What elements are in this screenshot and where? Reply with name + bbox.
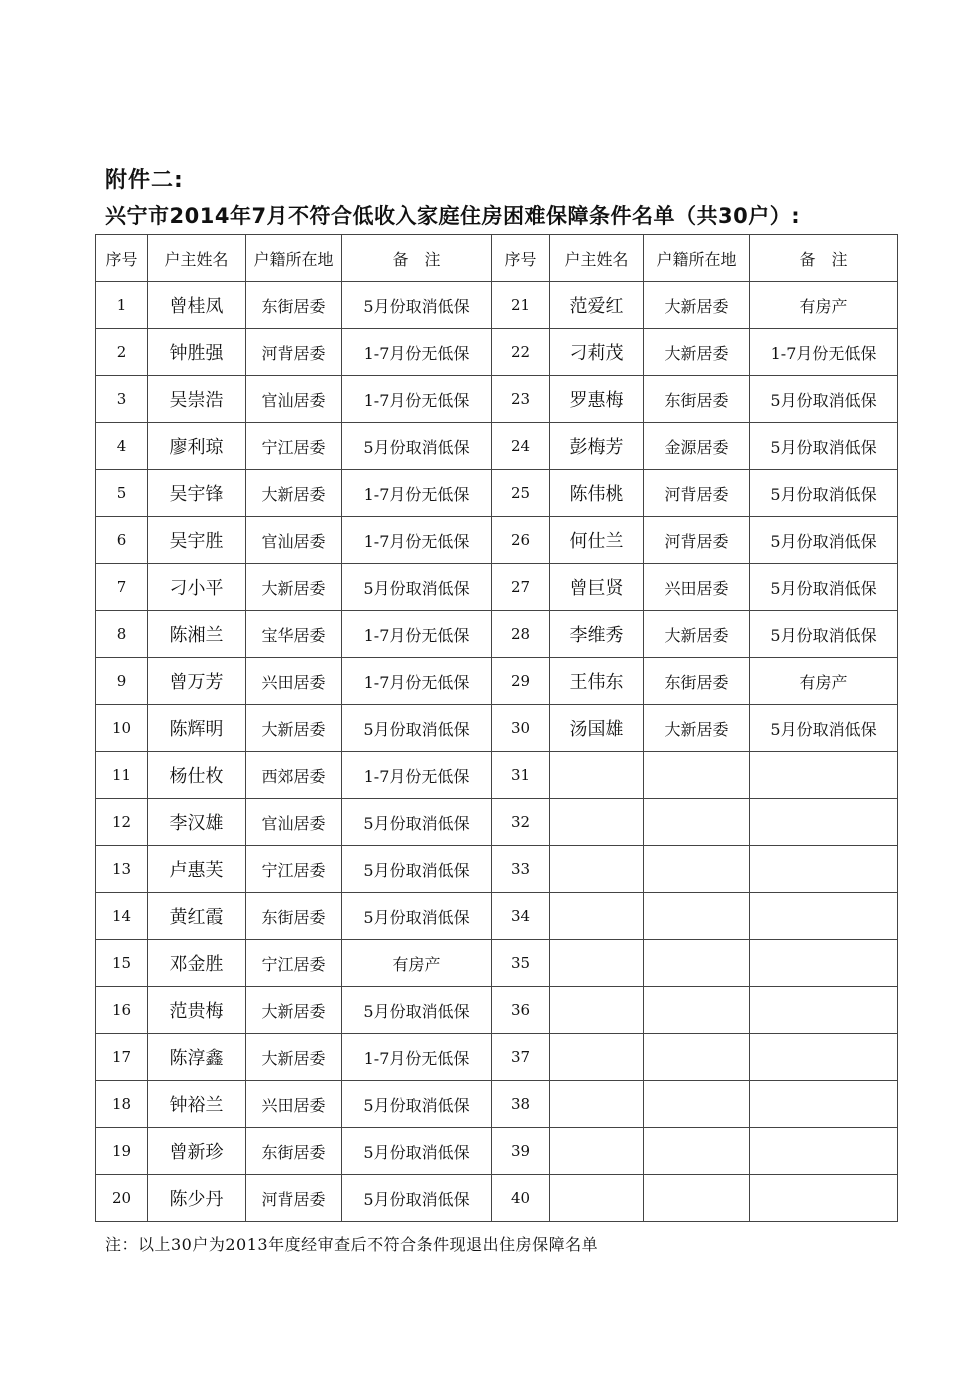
- cell-residence: 宁江居委: [246, 423, 342, 470]
- cell-remarks: 1-7月份无低保: [750, 329, 898, 376]
- table-row: [96, 423, 898, 470]
- cell-residence: [644, 799, 750, 846]
- table-row: [96, 940, 898, 987]
- cell-remarks: 5月份取消低保: [750, 611, 898, 658]
- cell-householder-name: 钟胜强: [148, 329, 246, 376]
- cell-index: 29: [492, 658, 550, 705]
- cell-index: 9: [96, 658, 148, 705]
- cell-index: 23: [492, 376, 550, 423]
- cell-index: 12: [96, 799, 148, 846]
- cell-index: 39: [492, 1128, 550, 1175]
- cell-householder-name: 廖利琼: [148, 423, 246, 470]
- cell-remarks: 1-7月份无低保: [342, 658, 492, 705]
- cell-remarks: [750, 1175, 898, 1222]
- cell-remarks: 5月份取消低保: [342, 1081, 492, 1128]
- cell-index: 4: [96, 423, 148, 470]
- cell-index: 28: [492, 611, 550, 658]
- cell-residence: 大新居委: [246, 1034, 342, 1081]
- cell-remarks: 1-7月份无低保: [342, 329, 492, 376]
- table-row: [96, 517, 898, 564]
- cell-householder-name: [550, 846, 644, 893]
- cell-remarks: 有房产: [342, 940, 492, 987]
- cell-householder-name: 陈伟桃: [550, 470, 644, 517]
- cell-householder-name: [550, 1034, 644, 1081]
- cell-householder-name: 杨仕枚: [148, 752, 246, 799]
- cell-remarks: 有房产: [750, 658, 898, 705]
- cell-residence: 兴田居委: [246, 658, 342, 705]
- cell-remarks: 5月份取消低保: [750, 517, 898, 564]
- cell-index: 1: [96, 282, 148, 329]
- cell-householder-name: [550, 987, 644, 1034]
- cell-index: 18: [96, 1081, 148, 1128]
- cell-residence: 河背居委: [246, 329, 342, 376]
- cell-index: 26: [492, 517, 550, 564]
- cell-remarks: 1-7月份无低保: [342, 1034, 492, 1081]
- cell-remarks: [750, 846, 898, 893]
- cell-residence: 大新居委: [246, 564, 342, 611]
- cell-remarks: 5月份取消低保: [342, 799, 492, 846]
- table-header-row: [96, 235, 898, 282]
- table-row: [96, 1034, 898, 1081]
- table-row: [96, 1175, 898, 1222]
- cell-householder-name: 曾桂凤: [148, 282, 246, 329]
- table-body: [96, 282, 898, 1222]
- cell-remarks: [750, 799, 898, 846]
- cell-residence: 东街居委: [644, 376, 750, 423]
- cell-householder-name: 王伟东: [550, 658, 644, 705]
- cell-remarks: 5月份取消低保: [750, 423, 898, 470]
- cell-householder-name: [550, 893, 644, 940]
- col-header-remarks: 备 注: [750, 235, 898, 282]
- cell-householder-name: 范贵梅: [148, 987, 246, 1034]
- cell-index: 8: [96, 611, 148, 658]
- cell-householder-name: 陈辉明: [148, 705, 246, 752]
- cell-residence: 金源居委: [644, 423, 750, 470]
- table-row: [96, 987, 898, 1034]
- cell-remarks: 5月份取消低保: [342, 893, 492, 940]
- cell-householder-name: 李汉雄: [148, 799, 246, 846]
- cell-residence: 大新居委: [246, 470, 342, 517]
- cell-residence: 官汕居委: [246, 376, 342, 423]
- table-row: [96, 705, 898, 752]
- cell-remarks: [750, 893, 898, 940]
- cell-remarks: 1-7月份无低保: [342, 470, 492, 517]
- cell-index: 30: [492, 705, 550, 752]
- cell-remarks: 5月份取消低保: [342, 423, 492, 470]
- col-header-remarks: 备 注: [342, 235, 492, 282]
- cell-residence: [644, 1034, 750, 1081]
- cell-residence: 宁江居委: [246, 940, 342, 987]
- cell-householder-name: [550, 940, 644, 987]
- cell-residence: 西郊居委: [246, 752, 342, 799]
- cell-remarks: [750, 940, 898, 987]
- cell-index: 19: [96, 1128, 148, 1175]
- cell-index: 34: [492, 893, 550, 940]
- cell-index: 13: [96, 846, 148, 893]
- cell-householder-name: [550, 1081, 644, 1128]
- cell-remarks: [750, 1081, 898, 1128]
- cell-householder-name: 陈少丹: [148, 1175, 246, 1222]
- cell-householder-name: 李维秀: [550, 611, 644, 658]
- cell-index: 32: [492, 799, 550, 846]
- cell-residence: 东街居委: [246, 1128, 342, 1175]
- cell-index: 22: [492, 329, 550, 376]
- cell-householder-name: 曾万芳: [148, 658, 246, 705]
- cell-residence: 大新居委: [644, 611, 750, 658]
- attachment-label: 附件二:: [105, 168, 184, 193]
- cell-remarks: 5月份取消低保: [342, 705, 492, 752]
- cell-householder-name: 邓金胜: [148, 940, 246, 987]
- roster-table: [95, 234, 898, 1222]
- table-row: [96, 752, 898, 799]
- cell-householder-name: 罗惠梅: [550, 376, 644, 423]
- cell-remarks: 1-7月份无低保: [342, 611, 492, 658]
- cell-residence: 大新居委: [644, 282, 750, 329]
- table-row: [96, 611, 898, 658]
- cell-householder-name: 黄红霞: [148, 893, 246, 940]
- cell-index: 10: [96, 705, 148, 752]
- cell-residence: 大新居委: [246, 987, 342, 1034]
- cell-remarks: 5月份取消低保: [750, 705, 898, 752]
- cell-index: 37: [492, 1034, 550, 1081]
- cell-residence: [644, 1128, 750, 1175]
- cell-remarks: [750, 752, 898, 799]
- cell-householder-name: 刁小平: [148, 564, 246, 611]
- cell-index: 20: [96, 1175, 148, 1222]
- cell-remarks: 5月份取消低保: [342, 846, 492, 893]
- col-header-residence: 户籍所在地: [246, 235, 342, 282]
- col-header-index: 序号: [96, 235, 148, 282]
- cell-remarks: 1-7月份无低保: [342, 376, 492, 423]
- cell-residence: 东街居委: [644, 658, 750, 705]
- col-header-index: 序号: [492, 235, 550, 282]
- cell-index: 14: [96, 893, 148, 940]
- cell-index: 15: [96, 940, 148, 987]
- cell-remarks: 5月份取消低保: [342, 1175, 492, 1222]
- table-row: [96, 564, 898, 611]
- cell-householder-name: 范爱红: [550, 282, 644, 329]
- cell-householder-name: [550, 799, 644, 846]
- table-row: [96, 658, 898, 705]
- cell-remarks: 5月份取消低保: [342, 1128, 492, 1175]
- cell-index: 5: [96, 470, 148, 517]
- cell-householder-name: [550, 1128, 644, 1175]
- cell-residence: 大新居委: [644, 329, 750, 376]
- cell-residence: 河背居委: [644, 470, 750, 517]
- cell-residence: 官汕居委: [246, 799, 342, 846]
- cell-residence: 河背居委: [644, 517, 750, 564]
- table-row: [96, 893, 898, 940]
- cell-householder-name: 曾巨贤: [550, 564, 644, 611]
- cell-householder-name: 吴宇胜: [148, 517, 246, 564]
- cell-index: 2: [96, 329, 148, 376]
- document-title: 兴宁市2014年7月不符合低收入家庭住房困难保障条件名单（共30户）:: [105, 204, 801, 228]
- cell-index: 38: [492, 1081, 550, 1128]
- table-row: [96, 846, 898, 893]
- cell-residence: [644, 1175, 750, 1222]
- cell-residence: 河背居委: [246, 1175, 342, 1222]
- cell-index: 25: [492, 470, 550, 517]
- cell-remarks: 5月份取消低保: [750, 564, 898, 611]
- cell-index: 11: [96, 752, 148, 799]
- cell-residence: 兴田居委: [246, 1081, 342, 1128]
- cell-householder-name: 何仕兰: [550, 517, 644, 564]
- cell-residence: 官汕居委: [246, 517, 342, 564]
- cell-remarks: 1-7月份无低保: [342, 517, 492, 564]
- cell-householder-name: 曾新珍: [148, 1128, 246, 1175]
- cell-residence: 宝华居委: [246, 611, 342, 658]
- cell-remarks: [750, 987, 898, 1034]
- table-row: [96, 282, 898, 329]
- cell-remarks: 5月份取消低保: [750, 376, 898, 423]
- cell-index: 21: [492, 282, 550, 329]
- cell-index: 27: [492, 564, 550, 611]
- cell-householder-name: 彭梅芳: [550, 423, 644, 470]
- table-row: [96, 1128, 898, 1175]
- col-header-residence: 户籍所在地: [644, 235, 750, 282]
- cell-index: 31: [492, 752, 550, 799]
- cell-index: 3: [96, 376, 148, 423]
- cell-index: 35: [492, 940, 550, 987]
- cell-index: 36: [492, 987, 550, 1034]
- cell-residence: 东街居委: [246, 282, 342, 329]
- table-row: [96, 329, 898, 376]
- cell-householder-name: 陈湘兰: [148, 611, 246, 658]
- cell-remarks: 5月份取消低保: [750, 470, 898, 517]
- cell-householder-name: 陈淳鑫: [148, 1034, 246, 1081]
- cell-residence: [644, 987, 750, 1034]
- cell-remarks: 5月份取消低保: [342, 564, 492, 611]
- cell-index: 33: [492, 846, 550, 893]
- footnote: 注：以上30户为2013年度经审查后不符合条件现退出住房保障名单: [105, 1235, 599, 1254]
- cell-index: 6: [96, 517, 148, 564]
- cell-residence: 兴田居委: [644, 564, 750, 611]
- table-row: [96, 1081, 898, 1128]
- cell-householder-name: 吴宇锋: [148, 470, 246, 517]
- cell-index: 16: [96, 987, 148, 1034]
- table-row: [96, 376, 898, 423]
- cell-residence: 东街居委: [246, 893, 342, 940]
- cell-residence: 宁江居委: [246, 846, 342, 893]
- cell-remarks: 1-7月份无低保: [342, 752, 492, 799]
- cell-householder-name: 钟裕兰: [148, 1081, 246, 1128]
- cell-remarks: [750, 1034, 898, 1081]
- cell-householder-name: [550, 752, 644, 799]
- cell-index: 17: [96, 1034, 148, 1081]
- cell-householder-name: 汤国雄: [550, 705, 644, 752]
- cell-remarks: 5月份取消低保: [342, 987, 492, 1034]
- cell-residence: [644, 940, 750, 987]
- cell-remarks: [750, 1128, 898, 1175]
- cell-householder-name: 卢惠芙: [148, 846, 246, 893]
- cell-householder-name: 吴崇浩: [148, 376, 246, 423]
- cell-index: 7: [96, 564, 148, 611]
- cell-remarks: 5月份取消低保: [342, 282, 492, 329]
- col-header-householder: 户主姓名: [550, 235, 644, 282]
- cell-index: 24: [492, 423, 550, 470]
- cell-remarks: 有房产: [750, 282, 898, 329]
- cell-residence: [644, 846, 750, 893]
- cell-residence: 大新居委: [246, 705, 342, 752]
- cell-householder-name: [550, 1175, 644, 1222]
- cell-householder-name: 刁莉茂: [550, 329, 644, 376]
- table-row: [96, 470, 898, 517]
- cell-residence: [644, 752, 750, 799]
- cell-residence: [644, 893, 750, 940]
- table-row: [96, 799, 898, 846]
- cell-index: 40: [492, 1175, 550, 1222]
- col-header-householder: 户主姓名: [148, 235, 246, 282]
- cell-residence: 大新居委: [644, 705, 750, 752]
- cell-residence: [644, 1081, 750, 1128]
